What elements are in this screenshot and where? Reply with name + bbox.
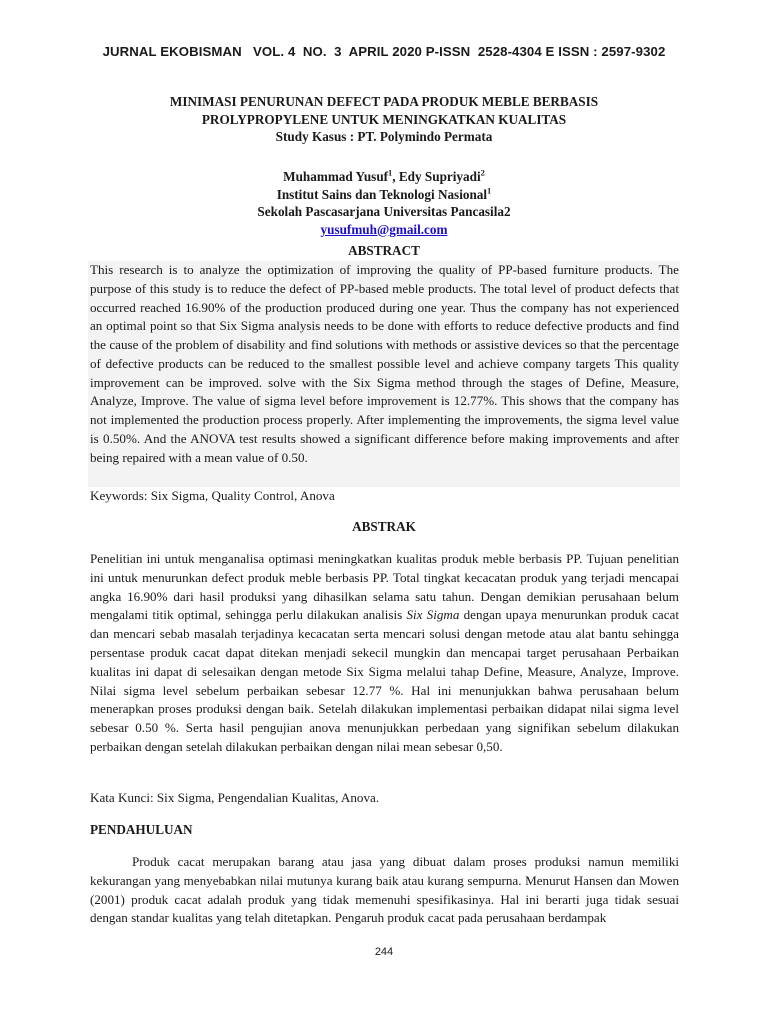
abstrak-text (90, 550, 679, 757)
author-2-sup: 2 (480, 167, 485, 178)
author-2: , Edy Supriyadi (392, 169, 481, 184)
case-study-subtitle: Study Kasus : PT. Polymindo Permata (275, 129, 493, 144)
author-email-link[interactable]: yusufmuh@gmail.com (320, 221, 448, 237)
abstrak-heading: ABSTRAK (352, 519, 416, 534)
author-1: Muhammad Yusuf (283, 169, 389, 184)
keywords: Keywords: Six Sigma, Quality Control, Anova (90, 488, 335, 503)
paper-title (0, 93, 768, 146)
title-line-1: MINIMASI PENURUNAN DEFECT PADA PRODUK MEBLE BERBASIS (169, 94, 599, 109)
affiliation-1 (0, 186, 768, 204)
journal-header: JURNAL EKOBISMAN VOL. 4 NO. 3 APRIL 2020 P-ISSN 2528-4304 E ISSN : 2597-9302 (102, 44, 666, 59)
affiliation-2: Sekolah Pascasarjana Universitas Pancasila2 (257, 204, 511, 219)
abstrak-text-part1: Penelitian ini untuk menganalisa optimasi meningkatkan kualitas produk meble berbasis PP. Tujuan penelitian ini untuk menurunkan defect produk meble berbasis PP. Total tingkat kecacatan produk yang terjadi mencapai angka 16.90% dari hasil produksi yang dihasilkan selama satu tahun. Dengan demikian perusahaan belum mengalami titik optimal, sehingga perlu dilakukan analisis (90, 551, 679, 623)
page-number: 244 (374, 946, 394, 958)
pendahuluan-text: Produk cacat merupakan barang atau jasa yang dibuat dalam proses produksi namun memiliki kekurangan yang menyebabkan nilai mutunya kurang baik atau kurang sempurna. Menurut Hansen dan Mowen (2001) produk cacat adalah produk yang tidak memenuhi spesifikasinya. Hal ini berarti juga tidak sesuai dengan standar kualitas yang telah ditetapkan. Pengaruh produk cacat pada perusahaan berdampak (90, 854, 679, 926)
authors-block (0, 168, 768, 238)
kata-kunci: Kata Kunci: Six Sigma, Pengendalian Kualitas, Anova. (90, 790, 380, 805)
affiliation-1-sup: 1 (487, 185, 492, 196)
pendahuluan-heading: PENDAHULUAN (90, 822, 193, 837)
abstract-heading: ABSTRACT (348, 243, 420, 258)
abstrak-text-part2: dengan upaya menurunkan produk cacat dan mencari sebab masalah terjadinya kecacatan serta mencari solusi dengan metode atau alat bantu sehingga persentase produk cacat dapat ditekan menjadi sekecil mungkin dan mencapai target perusahaan Perbaikan kualitas ini dapat di selesaikan dengan metode Six Sigma melalui tahap Define, Measure, Analyze, Improve. Nilai sigma level sebelum perbaikan sebesar 12.77 %. Hal ini menunjukkan bahwa perusahaan belum menerapkan proses produksi dengan baik. Setelah dilakukan implementasi perbaikan didapat nilai sigma level sebesar 0.50 %. Serta hasil pengujian anova menunjukkan perbedaan yang signifikan sebelum dilakukan perbaikan dengan setelah dilakukan perbaikan dengan nilai mean sebesar 0,50. (90, 607, 679, 754)
abstrak-text-italic: Six Sigma (406, 607, 460, 623)
affiliation-1-text: Institut Sains dan Teknologi Nasional (276, 186, 488, 202)
author-names (0, 168, 768, 186)
title-line-2: PROLYPROPYLENE UNTUK MENINGKATKAN KUALITAS (201, 111, 567, 127)
abstract-text: This research is to analyze the optimization of improving the quality of PP-based furniture products. The purpose of this study is to reduce the defect of PP-based meble products. The total level of product defects that occurred reached 16.90% of the production produced during one year. Thus the company has not experienced an optimal point so that Six Sigma analysis needs to be done with efforts to reduce defective products and find the cause of the problem of disability and find solutions with methods or assistive devices so that the percentage of defective products can be reduced to the smallest possible level and achieve company targets This quality improvement can be improved. solve with the Six Sigma method through the stages of Define, Measure, Analyze, Improve. The value of sigma level before improvement is 12.77%. This shows that the company has not implemented the production process properly. After implementing the improvements, the sigma level value is 0.50%. And the ANOVA test results showed a significant difference before making improvements and after being repaired with a mean value of 0.50. (90, 262, 679, 465)
author-1-sup: 1 (388, 167, 393, 178)
